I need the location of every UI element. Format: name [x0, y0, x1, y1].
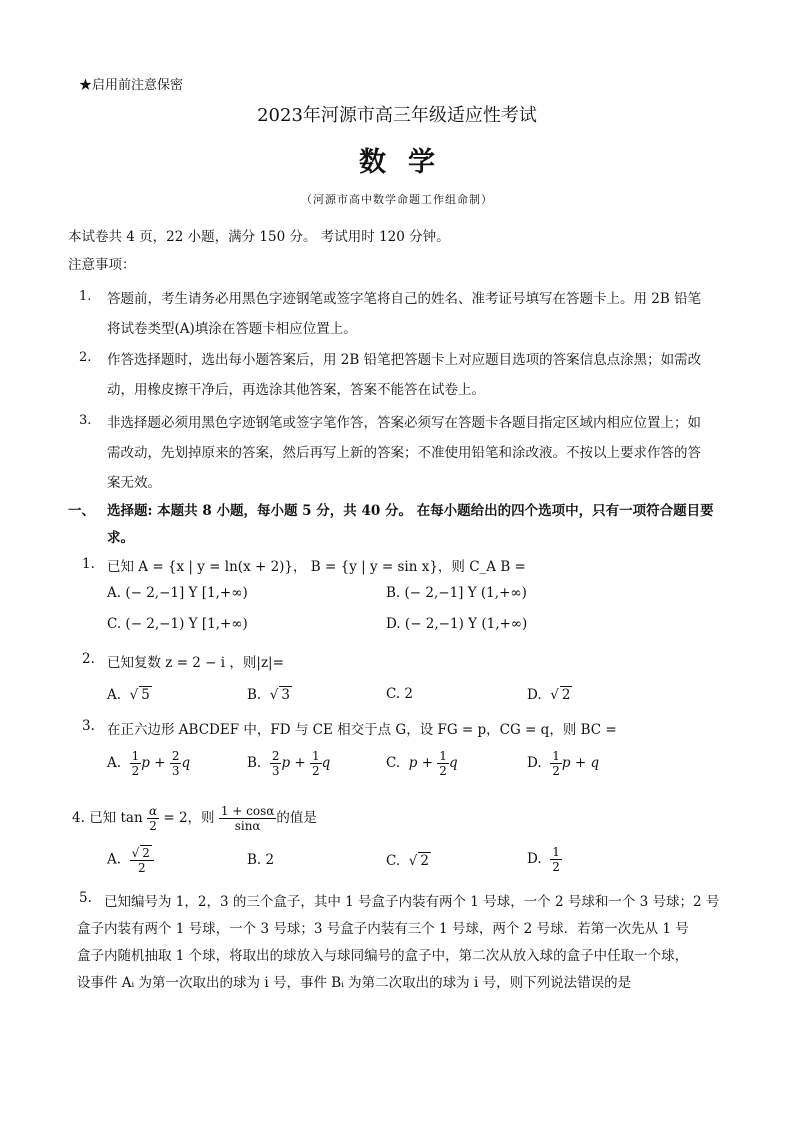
- q3-b-frac-1: [270, 749, 282, 778]
- q2-option-b: B. √ 3: [247, 687, 290, 703]
- q3-b-frac-2-d: 2: [312, 764, 320, 778]
- q4-a-frac-n: √ 2: [130, 845, 154, 861]
- subject-title: 数学: [359, 147, 457, 178]
- q4-half-alpha: [147, 804, 159, 833]
- q3-d-q: q: [590, 755, 600, 771]
- q4-option-b: B. 2: [247, 852, 275, 868]
- q3-a-frac-1: [130, 749, 142, 778]
- q4-option-d-label: D.: [527, 851, 542, 867]
- q4-option-a-label: A.: [107, 851, 122, 868]
- q3-option-d: [527, 749, 599, 778]
- q3-a-frac-2: [170, 749, 182, 778]
- q3-b-frac-1-d: 3: [271, 764, 280, 778]
- note-2-line-2: 动，用橡皮擦干净后，再选涂其他答案，答案不能答在试卷上。: [107, 382, 485, 398]
- q4-c-sqrt-val: 2: [420, 853, 429, 869]
- author-line: （河源市高中数学命题工作组命制）: [301, 193, 493, 206]
- q5-line-4: 设事件 Aᵢ 为第一次取出的球为 i 号，事件 Bᵢ 为第二次取出的球为 i 号，则下列说法错误的是: [77, 975, 632, 991]
- q4-d-frac-d: 2: [552, 860, 560, 874]
- note-3-line-2: 需改动，先划掉原来的答案，然后再写上新的答案；不准使用铅笔和涂改液。不按以上要求作答的答: [107, 445, 701, 461]
- q3-c-q: q: [448, 755, 458, 771]
- q4-number: 4.: [72, 810, 85, 826]
- q2-option-a-value: 5: [141, 687, 150, 703]
- q3-c-p: p: [408, 755, 418, 771]
- q4-expr-numerator: 1 + cosα: [220, 804, 275, 818]
- q2-option-d: D. √ 2: [527, 687, 571, 703]
- q3-b-p: p: [281, 755, 291, 771]
- q4-alpha: α: [148, 804, 158, 818]
- section-1-number: 一、: [68, 503, 95, 519]
- note-3-line-3: 案无效。: [107, 475, 161, 491]
- q4-expression: [219, 804, 277, 833]
- q3-a-frac-2-d: 3: [171, 764, 180, 778]
- q2-stem: 已知复数 z = 2 − i ，则|z|=: [107, 655, 284, 671]
- q3-a-frac-1-d: 2: [131, 764, 140, 778]
- q5-number: 5.: [79, 890, 92, 906]
- q3-b-frac-1-n: 2: [271, 749, 280, 763]
- note-2-line-1: 作答选择题时，选出每小题答案后，用 2B 铅笔把答题卡上对应题目选项的答案信息点涂黑；如需改: [107, 352, 702, 368]
- q2-option-a-label: A.: [107, 687, 122, 703]
- q3-option-c-label: C.: [386, 755, 401, 771]
- q3-stem: 在正六边形 ABCDEF 中，FD 与 CE 相交于点 G，设 FG = p，CG = q，则 BC =: [107, 722, 617, 738]
- q3-c-frac: [437, 749, 449, 778]
- q5-line-2: 盒子内装有两个 1 号球，一个 3 号球；3 号盒子内装有三个 1 号球，两个 2 号球．若第一次先从 1 号: [77, 921, 689, 937]
- q3-d-frac-n: 1: [552, 749, 560, 763]
- q1-option-c: C. (− 2,−1) Y [1,+∞): [107, 616, 248, 632]
- q3-a-frac-1-n: 1: [131, 749, 140, 763]
- q1-option-a: A. (− 2,−1] Y [1,+∞): [107, 585, 248, 601]
- q1-number: 1.: [82, 556, 95, 572]
- q2-option-c: C. 2: [386, 686, 414, 702]
- q3-d-plus: +: [574, 755, 587, 771]
- q1-stem: 已知 A = {x | y = ln(x + 2)}， B = {y | y = sin x}，则 C_A B =: [107, 559, 526, 575]
- q3-option-a-label: A.: [107, 755, 122, 771]
- note-3-line-1: 非选择题必须用黑色字迹钢笔或签字笔作答，答案必须写在答题卡各题目指定区域内相应位置上；如: [107, 415, 701, 431]
- q2-option-b-value: 3: [281, 687, 290, 703]
- q3-option-a: [107, 749, 190, 778]
- note-3-number: 3.: [79, 413, 92, 428]
- q4-d-frac-n: 1: [552, 845, 560, 859]
- q3-d-frac-d: 2: [552, 764, 560, 778]
- section-1-line-2: 求。: [107, 530, 134, 546]
- q2-option-a: A. √ 5: [107, 687, 150, 703]
- q4-option-c: C. √ 2: [386, 853, 429, 869]
- note-2-number: 2.: [79, 350, 92, 365]
- q2-option-d-label: D.: [527, 687, 542, 703]
- exam-intro: 本试卷共 4 页，22 小题，满分 150 分。 考试用时 120 分钟。: [68, 229, 450, 245]
- q4-a-frac: [130, 845, 154, 875]
- q3-a-plus: +: [154, 755, 166, 771]
- q4-line: [72, 804, 317, 833]
- q3-number: 3.: [82, 718, 95, 734]
- q5-line-3: 盒子内随机抽取 1 个球，将取出的球放入与球同编号的盒子中，第二次从放入球的盒子中任取一个球，: [77, 948, 689, 964]
- q3-b-frac-2-n: 1: [312, 749, 320, 763]
- section-1-line-1: 选择题: 本题共 8 小题，每小题 5 分，共 40 分。 在每小题给出的四个选项中，只有一项符合题目要: [107, 503, 714, 519]
- q4-d-frac: [550, 845, 562, 874]
- q4-two: 2: [149, 819, 157, 833]
- q5-line-1: 已知编号为 1，2，3 的三个盒子，其中 1 号盒子内装有两个 1 号球，一个 2 号球和一个 3 号球；2 号: [104, 894, 720, 910]
- q4-option-d: [527, 845, 562, 874]
- q3-option-d-label: D.: [527, 755, 542, 771]
- q4-a-frac-d: 2: [137, 861, 146, 875]
- q3-d-frac: [550, 749, 562, 778]
- q3-b-plus: +: [294, 755, 306, 771]
- notes-heading: 注意事项：: [68, 257, 136, 273]
- q3-option-b: [247, 749, 330, 778]
- exam-title: 2023年河源市高三年级适应性考试: [257, 105, 537, 126]
- q2-option-b-label: B.: [247, 687, 262, 703]
- q3-option-b-label: B.: [247, 755, 262, 771]
- q3-a-q: q: [181, 755, 191, 771]
- q4-stem-a: 已知 tan: [89, 810, 143, 826]
- q3-a-p: p: [141, 755, 150, 771]
- q4-option-c-label: C.: [386, 853, 401, 869]
- q4-option-a: [107, 845, 154, 875]
- note-1-line-1: 答题前，考生请务必用黑色字迹钢笔或签字笔将自己的姓名、准考证号填写在答题卡上。用 2B 铅笔: [107, 291, 702, 307]
- q3-option-c: [386, 749, 458, 778]
- q3-c-frac-n: 1: [439, 749, 447, 763]
- confidential-notice: ★启用前注意保密: [79, 78, 184, 93]
- q3-a-frac-2-n: 2: [171, 749, 180, 763]
- q2-number: 2.: [82, 651, 95, 667]
- q3-b-frac-2: [310, 749, 322, 778]
- note-1-number: 1.: [79, 289, 92, 304]
- q4-a-sqrt-val: 2: [142, 846, 150, 860]
- note-1-line-2: 将试卷类型(A)填涂在答题卡相应位置上。: [107, 321, 357, 337]
- q1-option-d: D. (− 2,−1) Y (1,+∞): [386, 616, 528, 632]
- q3-c-frac-d: 2: [439, 764, 447, 778]
- q3-c-plus: +: [421, 755, 433, 771]
- q2-option-d-value: 2: [561, 687, 571, 703]
- q3-d-p: p: [561, 755, 571, 771]
- q4-stem-b: 的值是: [276, 810, 317, 826]
- q4-expr-denominator: sinα: [234, 819, 261, 833]
- q4-eq: = 2，则: [163, 810, 215, 826]
- q3-b-q: q: [321, 755, 331, 771]
- q1-option-b: B. (− 2,−1] Y (1,+∞): [386, 585, 527, 601]
